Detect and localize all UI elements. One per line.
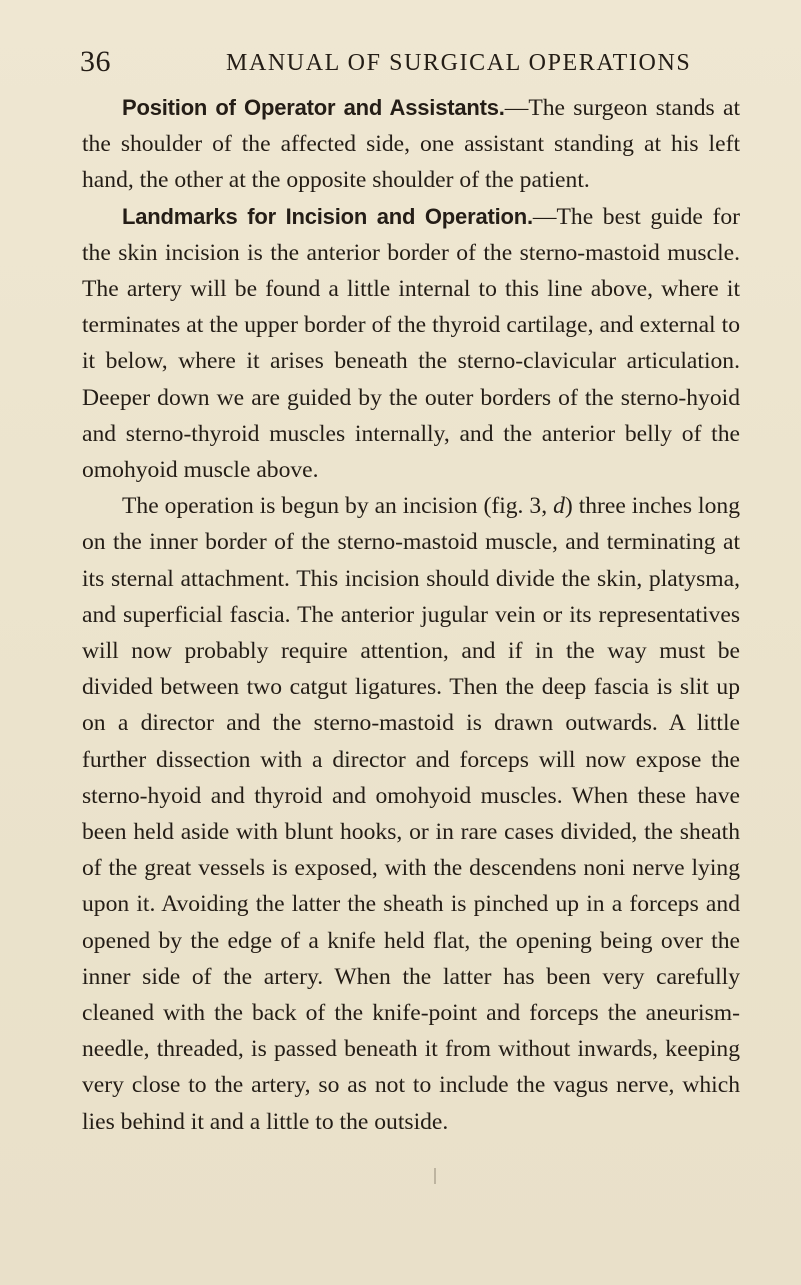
paragraph-position-text: —The surgeon stands at the shoulder of the affected side, one assistant standing at his left hand, the other at the opposite shoulder of the patient. <box>82 95 740 194</box>
page-number: 36 <box>80 45 111 78</box>
paragraph-landmarks <box>82 199 740 489</box>
paragraph-operation-text-after: ) three inches long on the inner border of the sterno-mastoid muscle, and terminating at its sternal attachment. This incision should divide the skin, platysma, and superficial fascia. The anterior jugular vein or its representatives will now probably require attention, and if in the way must be divided between two catgut ligatures. Then the deep fascia is slit up on a director and the sterno-mastoid is drawn outwards. A little further dissection with a director and forceps will now expose the sterno-hyoid and thyroid and omohyoid muscles. When these have been held aside with blunt hooks, or in rare cases divided, the sheath of the great vessels is exposed, with the descendens noni nerve lying upon it. Avoiding the latter the sheath is pinched up in a forceps and opened by the edge of a knife held flat, the opening being over the inner side of the artery. When the latter has been very carefully cleaned with the back of the knife-point and forceps the aneurism-needle, threaded, is passed beneath it from without inwards, keeping very close to the artery, so as not to include the vagus nerve, which lies behind it and a little to the outside. <box>82 493 740 1135</box>
page-header <box>80 44 740 80</box>
paragraph-operation <box>82 488 740 1140</box>
body-text <box>82 90 740 1140</box>
figure-letter-italic: d <box>553 493 565 520</box>
section-heading-position: Position of Operator and Assistants. <box>122 95 505 120</box>
paragraph-position <box>82 90 740 199</box>
running-head: MANUAL OF SURGICAL OPERATIONS <box>226 50 692 76</box>
paragraph-landmarks-text: —The best guide for the skin incision is the anterior border of the sterno-mastoid muscle. The artery will be found a little internal to this line above, where it terminates at the upper border of the thyroid cartilage, and external to it below, where it arises beneath the sterno-clavicular articulation. Deeper down we are guided by the outer borders of the sterno-hyoid and sterno-thyroid muscles internally, and the anterior belly of the omohyoid muscle above. <box>82 203 740 484</box>
printer-mark <box>434 1168 436 1184</box>
section-heading-landmarks: Landmarks for Incision and Operation. <box>122 203 533 229</box>
paragraph-operation-text-before: The operation is begun by an incision (fig. 3, <box>122 493 554 520</box>
